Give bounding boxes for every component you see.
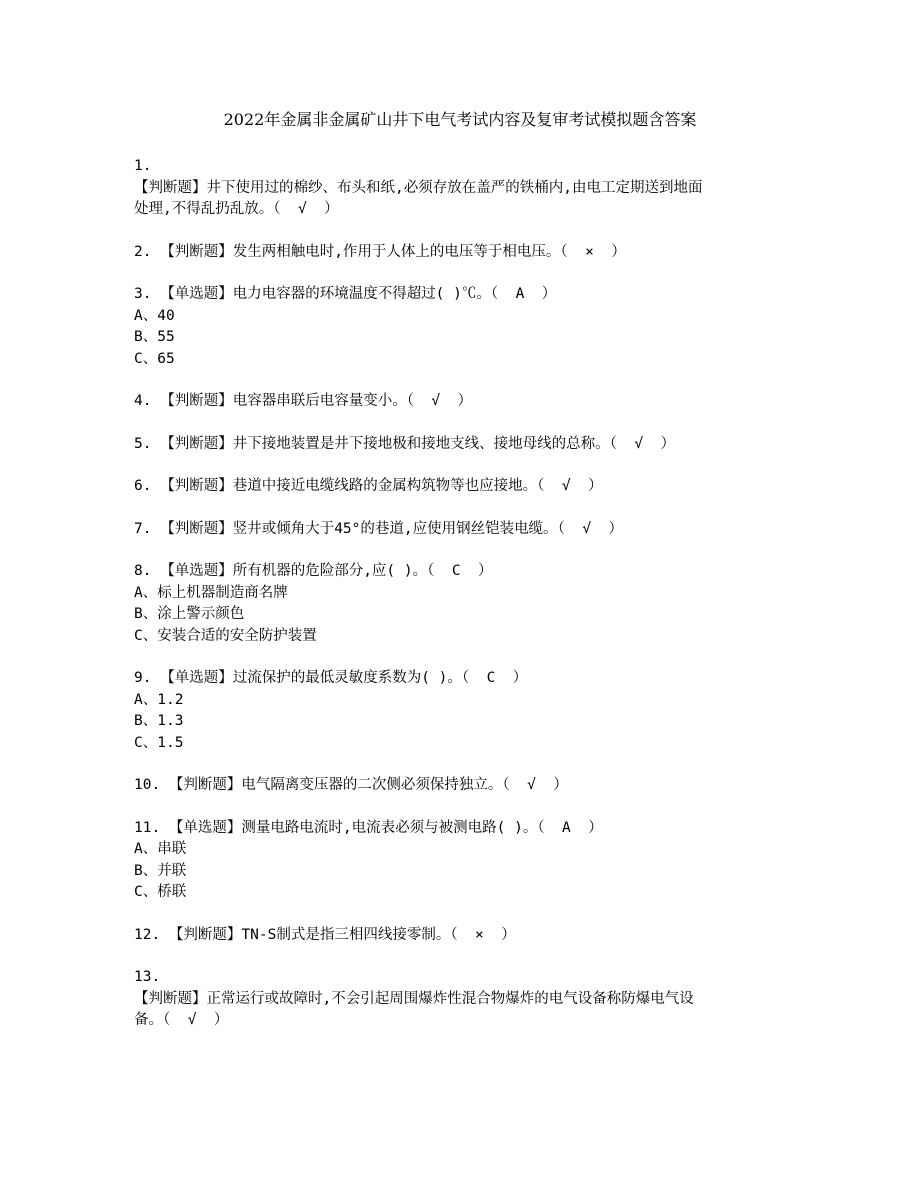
answer-option: C、安装合适的安全防护装置 <box>134 627 317 644</box>
question-text: 7. 【判断题】竖井或倾角大于45°的巷道,应使用钢丝铠装电缆。（ √ ） <box>134 520 624 537</box>
question-text: 10. 【判断题】电气隔离变压器的二次侧必须保持独立。（ √ ） <box>134 777 568 793</box>
question-item <box>134 476 794 498</box>
answer-option: B、并联 <box>134 862 187 879</box>
answer-option: A、串联 <box>134 841 187 857</box>
answer-option: A、1.2 <box>134 691 184 708</box>
question-item <box>134 391 794 413</box>
question-text: 3. 【单选题】电力电容器的环境温度不得超过( )℃。（ A ） <box>134 286 557 302</box>
question-text: 1. <box>134 158 152 174</box>
question-item <box>134 156 794 221</box>
question-text: 【判断题】井下使用过的棉纱、布头和纸,必须存放在盖严的铁桶内,由电工定期送到地面 <box>134 179 703 196</box>
question-text: 12. 【判断题】TN-S制式是指三相四线接零制。（ × ） <box>134 926 516 943</box>
question-item <box>134 519 794 541</box>
question-item <box>134 561 794 647</box>
question-text: 处理,不得乱扔乱放。（ √ ） <box>134 201 339 217</box>
answer-option: A、40 <box>134 307 175 324</box>
question-text: 【判断题】正常运行或故障时,不会引起周围爆炸性混合物爆炸的电气设备称防爆电气设 <box>134 990 694 1007</box>
answer-option: B、1.3 <box>134 713 184 729</box>
question-text: 6. 【判断题】巷道中接近电缆线路的金属构筑物等也应接地。（ √ ） <box>134 478 603 494</box>
question-text: 13. <box>134 969 161 985</box>
answer-option: B、涂上警示颜色 <box>134 606 245 622</box>
question-text: 2. 【判断题】发生两相触电时,作用于人体上的电压等于相电压。（ × ） <box>134 243 626 260</box>
answer-option: A、标上机器制造商名牌 <box>134 584 288 601</box>
question-item <box>134 434 794 456</box>
page-title: 2022年金属非金属矿山井下电气考试内容及复审考试模拟题含答案 <box>223 110 697 129</box>
question-item <box>134 967 794 1032</box>
question-text: 8. 【单选题】所有机器的危险部分,应( )。（ C ） <box>134 563 493 579</box>
question-text: 备。（ √ ） <box>134 1012 229 1028</box>
question-item <box>134 242 794 264</box>
answer-option: C、1.5 <box>134 734 184 751</box>
question-list <box>134 156 794 1053</box>
question-item <box>134 284 794 370</box>
question-text: 11. 【单选题】测量电路电流时,电流表必须与被测电路( )。（ A ） <box>134 819 603 836</box>
answer-option: C、65 <box>134 350 175 367</box>
answer-option: B、55 <box>134 329 175 345</box>
answer-option: C、桥联 <box>134 884 187 900</box>
question-item <box>134 925 794 947</box>
question-item <box>134 818 794 904</box>
question-item <box>134 668 794 754</box>
question-item <box>134 775 794 797</box>
question-text: 9. 【单选题】过流保护的最低灵敏度系数为( )。（ C ） <box>134 670 528 686</box>
question-text: 4. 【判断题】电容器串联后电容量变小。（ √ ） <box>134 393 473 409</box>
question-text: 5. 【判断题】井下接地装置是井下接地极和接地支线、接地母线的总称。（ √ ） <box>134 435 676 452</box>
